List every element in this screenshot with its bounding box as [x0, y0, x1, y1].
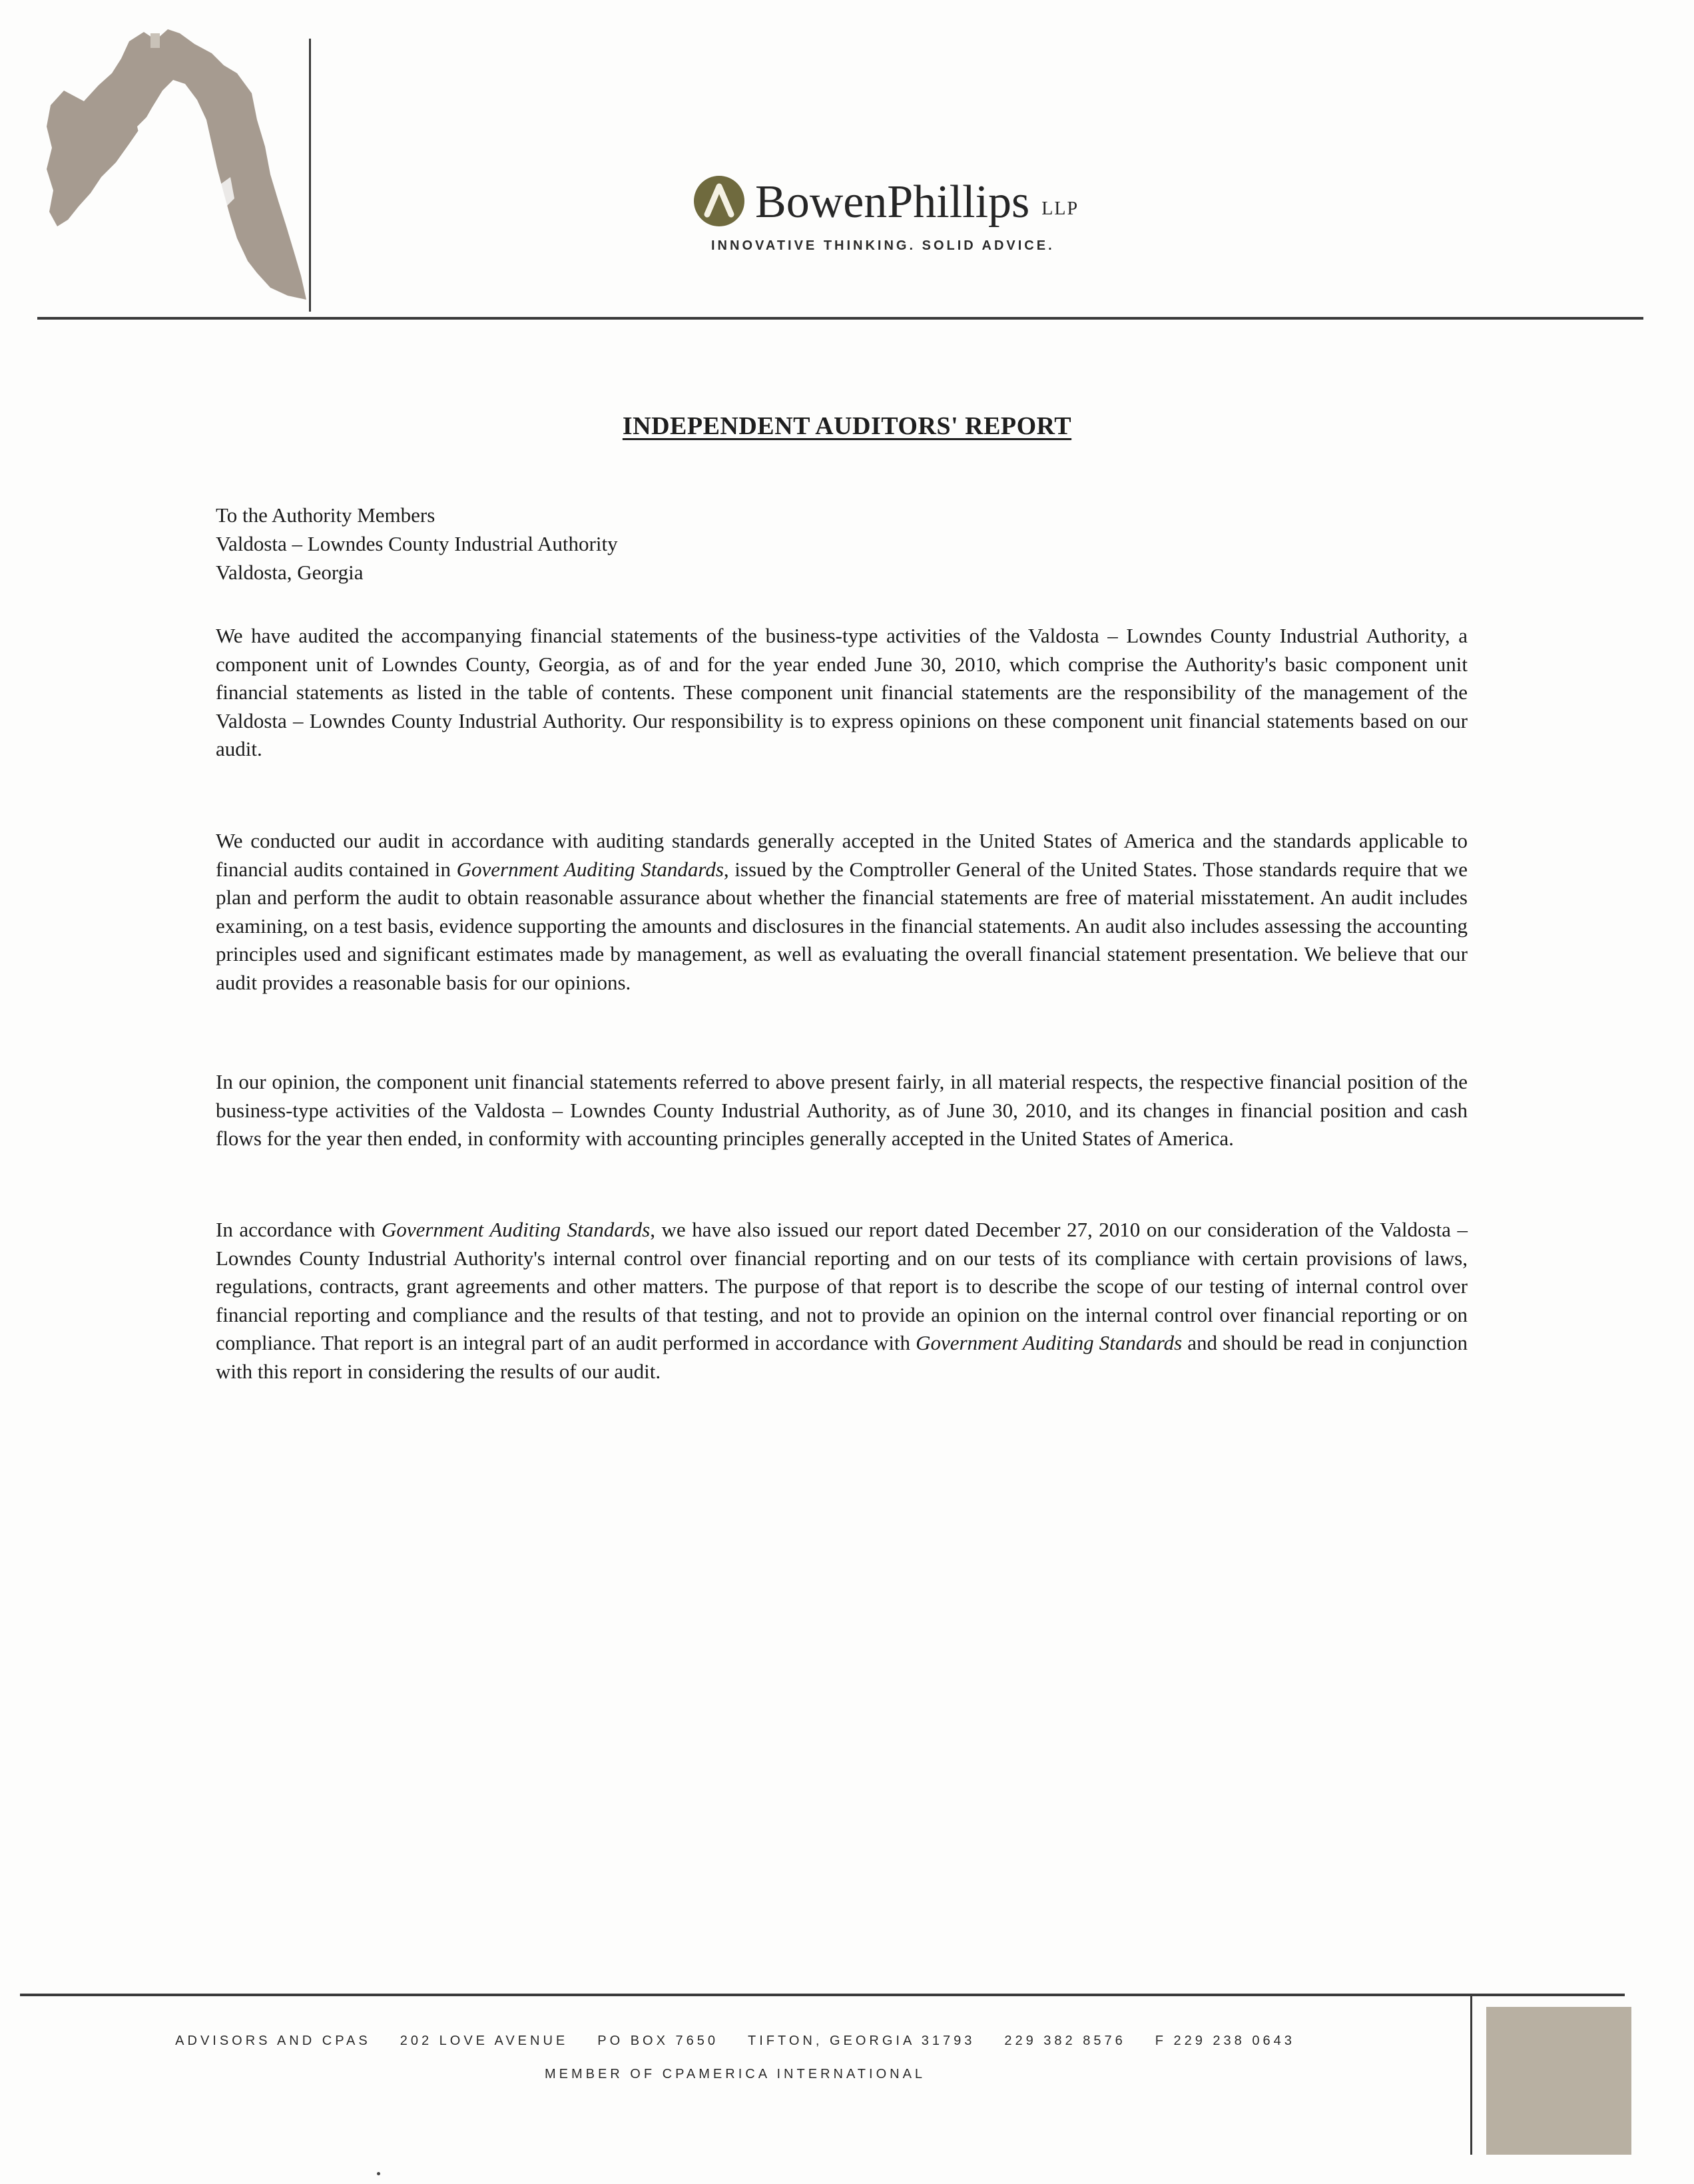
report-title: INDEPENDENT AUDITORS' REPORT	[622, 412, 1072, 440]
firm-logo	[693, 174, 1079, 230]
footer-phone: 229 382 8576	[1004, 2034, 1126, 2048]
addressee-line: Valdosta, Georgia	[216, 561, 364, 584]
footer-color-box	[1486, 2007, 1631, 2155]
firm-suffix: LLP	[1041, 198, 1079, 219]
footer-fax: F 229 238 0643	[1155, 2034, 1295, 2048]
addressee-line: Valdosta – Lowndes County Industrial Authority	[216, 532, 618, 555]
footer-services: ADVISORS AND CPAS	[175, 2034, 371, 2048]
footer-membership: MEMBER OF CPAMERICA INTERNATIONAL	[544, 2067, 926, 2081]
paragraph-italic-text: Government Auditing Standards	[456, 857, 724, 881]
paragraph-text: and should be read in conjunction with this report in considering the results of our audit.	[216, 1331, 1468, 1383]
footer-city-state-zip: TIFTON, GEORGIA 31793	[747, 2034, 976, 2048]
audit-standards-paragraph	[216, 827, 1468, 997]
footer-rule	[20, 1994, 1625, 1996]
paragraph-text: , issued by the Comptroller General of the United States. Those standards require that we plan and perform the audit to obtain reasonable assurance about whether the financial statements are free of material misstatement. An audit includes examining, on a test basis, evidence supporting the amounts and disclosures in the financial statements. An audit also includes assessing the accounting principles used and significant estimates made by management, as well as evaluating the overall financial statement presentation. We believe that our audit provides a reasonable basis for our opinions.	[216, 857, 1468, 994]
footer-divider-vertical	[1470, 1995, 1472, 2155]
header-rule	[37, 317, 1643, 320]
paragraph-text: In accordance with	[216, 1218, 382, 1241]
scope-paragraph: We have audited the accompanying financial statements of the business-type activities of the Valdosta – Lowndes County Industrial Authority, a component unit of Lowndes County, Georgia, as of and for the year ended June 30, 2010, which comprise the Authority's basic component unit financial statements as listed in the table of contents. These component unit financial statements are the responsibility of the management of the Valdosta – Lowndes County Industrial Authority. Our responsibility is to express opinions on these component unit financial statements based on our audit.	[216, 624, 1468, 760]
firm-name: BowenPhillips	[755, 176, 1030, 228]
header-divider-vertical	[309, 39, 311, 312]
addressee-block	[216, 501, 618, 587]
paragraph-text: We conducted our audit in accordance with auditing standards generally accepted in the United States of America and the standards applicable to financial audits contained in	[216, 829, 1468, 881]
other-reporting-paragraph	[216, 1216, 1468, 1386]
footer-po-box: PO BOX 7650	[597, 2034, 718, 2048]
firm-logo-mark-icon	[693, 174, 746, 228]
paragraph-italic-text: Government Auditing Standards	[916, 1331, 1183, 1354]
opinion-paragraph: In our opinion, the component unit financial statements referred to above present fairly, in all material respects, the respective financial position of the business-type activities of the Valdosta – Lowndes County Industrial Authority, as of June 30, 2010, and its changes in financial position and cash flows for the year then ended, in conformity with accounting principles generally accepted in the United States of America.	[216, 1070, 1468, 1150]
footer-contact-line	[0, 2034, 1470, 2049]
firm-tagline: INNOVATIVE THINKING. SOLID ADVICE.	[711, 238, 1055, 253]
footer-street-address: 202 LOVE AVENUE	[400, 2034, 569, 2048]
addressee-line: To the Authority Members	[216, 503, 435, 527]
corner-brush-art	[37, 27, 317, 306]
scan-speck	[377, 2172, 380, 2175]
paragraph-italic-text: Government Auditing Standards	[382, 1218, 651, 1241]
paragraph-text: , we have also issued our report dated December 27, 2010 on our consideration of the Valdosta – Lowndes County Industrial Authority's internal control over financial reporting and on our tests of its compliance with certain provisions of laws, regulations, contracts, grant agreements and other matters. The purpose of that report is to describe the scope of our testing of internal control over financial reporting and compliance and the results of that testing, and not to provide an opinion on the internal control over financial reporting or on compliance. That report is an integral part of an audit performed in accordance with	[216, 1218, 1468, 1354]
